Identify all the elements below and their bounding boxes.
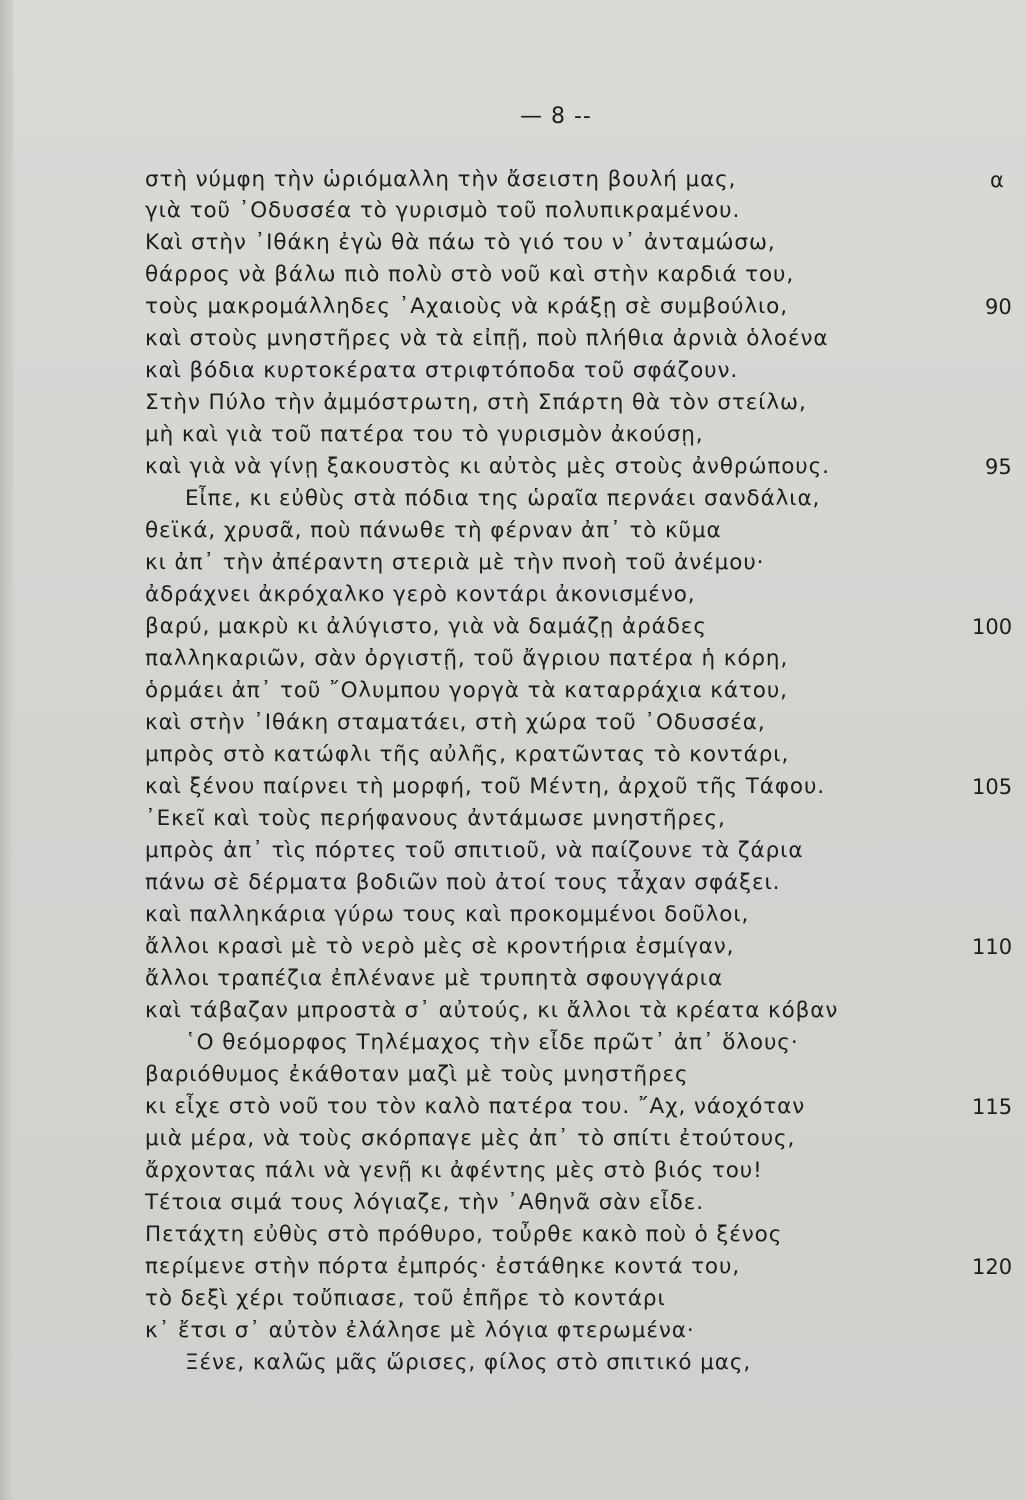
- verse-line: βαριόθυμος ἐκάθοταν μαζὶ μὲ τοὺς μνηστῆρες: [145, 1062, 689, 1087]
- verse-line: θάρρος νὰ βάλω πιὸ πολὺ στὸ νοῦ καὶ στὴν καρδιά του,: [145, 262, 795, 287]
- verse-line: καὶ παλληκάρια γύρω τους καὶ προκομμένοι δοῦλοι,: [145, 902, 750, 927]
- verse-line: ὁρμάει ἀπ᾿ τοῦ ῎Ολυμπου γοργὰ τὰ καταρράχια κάτου,: [145, 678, 788, 703]
- verse-line: κι ἀπ᾿ τὴν ἀπέραντη στεριὰ μὲ τὴν πνοὴ τοῦ ἀνέμου·: [145, 550, 765, 575]
- verse-line: ἄρχοντας πάλι νὰ γενῇ κι ἀφέντης μὲς στὸ βιός του!: [145, 1158, 763, 1183]
- line-number: 95: [985, 455, 1012, 479]
- line-number: 115: [972, 1095, 1013, 1119]
- verse-line: καὶ στὴν ᾿Ιθάκη σταματάει, στὴ χώρα τοῦ ᾿Οδυσσέα,: [145, 710, 766, 735]
- verse-line: Τέτοια σιμά τους λόγιαζε, τὴν ᾿Αθηνᾶ σὰν εἶδε.: [145, 1190, 704, 1215]
- line-number: 105: [972, 775, 1013, 799]
- verse-line: Στὴν Πύλο τὴν ἀμμόστρωτη, στὴ Σπάρτη θὰ τὸν στείλω,: [145, 390, 807, 415]
- verse-line: Εἶπε, κι εὐθὺς στὰ πόδια της ὡραῖα περνάει σανδάλια,: [185, 486, 821, 511]
- verse-line: ῾Ο θεόμορφος Τηλέμαχος τὴν εἶδε πρῶτ᾿ ἀπ᾿ ὅλους·: [185, 1030, 799, 1055]
- verse-line: περίμενε στὴν πόρτα ἐμπρός· ἐστάθηκε κοντά του,: [145, 1254, 741, 1279]
- verse-line: στὴ νύμφη τὴν ὡριόμαλλη τὴν ἄσειστη βουλή μας,: [145, 167, 737, 192]
- verse-line: ἀδράχνει ἀκρόχαλκο γερὸ κοντάρι ἀκονισμένο,: [145, 582, 696, 607]
- page-edge: [0, 0, 14, 1500]
- verse-line: καὶ βόδια κυρτοκέρατα στριφτόποδα τοῦ σφάζουν.: [145, 358, 739, 383]
- verse-line: ἄλλοι κρασὶ μὲ τὸ νερὸ μὲς σὲ κροντήρια ἐσμίγαν,: [145, 934, 735, 959]
- verse-line: ἄλλοι τραπέζια ἐπλένανε μὲ τρυπητὰ σφουγγάρια: [145, 966, 724, 991]
- verse-line: μπρὸς στὸ κατώφλι τῆς αὐλῆς, κρατῶντας τὸ κοντάρι,: [145, 742, 790, 767]
- page-number: — 8 --: [520, 104, 592, 129]
- verse-line: καὶ ξένου παίρνει τὴ μορφή, τοῦ Μέντη, ἀρχοῦ τῆς Τάφου.: [145, 774, 826, 799]
- verse-line: καὶ στοὺς μνηστῆρες νὰ τὰ εἰπῇ, ποὺ πλήθια ἀρνιὰ ὁλοένα: [145, 326, 829, 351]
- verse-line: τοὺς μακρομάλληδες ᾿Αχαιοὺς νὰ κράξῃ σὲ συμβούλιο,: [145, 294, 788, 319]
- verse-line: Πετάχτη εὐθὺς στὸ πρόθυρο, τοὖρθε κακὸ ποὺ ὁ ξένος: [145, 1222, 783, 1247]
- verse-line: πάνω σὲ δέρματα βοδιῶν ποὺ ἀτοί τους τἆχαν σφάξει.: [145, 870, 781, 895]
- verse-line: Ξένε, καλῶς μᾶς ὥρισες, φίλος στὸ σπιτικό μας,: [185, 1350, 752, 1375]
- line-number: 120: [972, 1255, 1013, 1279]
- verse-line: μπρὸς ἀπ᾿ τὶς πόρτες τοῦ σπιτιοῦ, νὰ παίζουνε τὰ ζάρια: [145, 838, 804, 863]
- verse-line: παλληκαριῶν, σὰν ὀργιστῇ, τοῦ ἄγριου πατέρα ἡ κόρη,: [145, 646, 789, 671]
- verse-line: κ᾿ ἔτσι σ᾿ αὐτὸν ἐλάλησε μὲ λόγια φτερωμένα·: [145, 1318, 695, 1343]
- verse-line: κι εἶχε στὸ νοῦ του τὸν καλὸ πατέρα του. ῎Αχ, νάοχόταν: [145, 1094, 806, 1119]
- verse-line: βαρύ, μακρὺ κι ἀλύγιστο, γιὰ νὰ δαμάζῃ ἀράδες: [145, 614, 707, 639]
- line-number: 90: [985, 295, 1012, 319]
- verse-line: Καὶ στὴν ᾿Ιθάκη ἐγὼ θὰ πάω τὸ γιό του ν᾿ ἀνταμώσω,: [145, 230, 776, 255]
- verse-line: θεϊκά, χρυσᾶ, ποὺ πάνωθε τὴ φέρναν ἀπ᾿ τὸ κῦμα: [145, 518, 722, 543]
- verse-line: καὶ τάβαζαν μπροστὰ σ᾿ αὐτούς, κι ἄλλοι τὰ κρέατα κόβαν: [145, 998, 839, 1023]
- verse-line: μιὰ μέρα, νὰ τοὺς σκόρπαγε μὲς ἀπ᾿ τὸ σπίτι ἐτούτους,: [145, 1126, 796, 1151]
- margin-mark: α: [990, 168, 1004, 192]
- line-number: 110: [972, 935, 1013, 959]
- verse-line: ᾿Εκεῖ καὶ τοὺς περήφανους ἀντάμωσε μνηστῆρες,: [145, 806, 726, 831]
- verse-line: τὸ δεξὶ χέρι τοὔπιασε, τοῦ ἐπῆρε τὸ κοντάρι: [145, 1286, 666, 1311]
- verse-line: καὶ γιὰ νὰ γίνῃ ξακουστὸς κι αὐτὸς μὲς στοὺς ἀνθρώπους.: [145, 454, 830, 479]
- verse-line: γιὰ τοῦ ᾿Οδυσσέα τὸ γυρισμὸ τοῦ πολυπικραμένου.: [145, 198, 741, 223]
- verse-line: μὴ καὶ γιὰ τοῦ πατέρα του τὸ γυρισμὸν ἀκούσῃ,: [145, 422, 704, 447]
- line-number: 100: [972, 615, 1013, 639]
